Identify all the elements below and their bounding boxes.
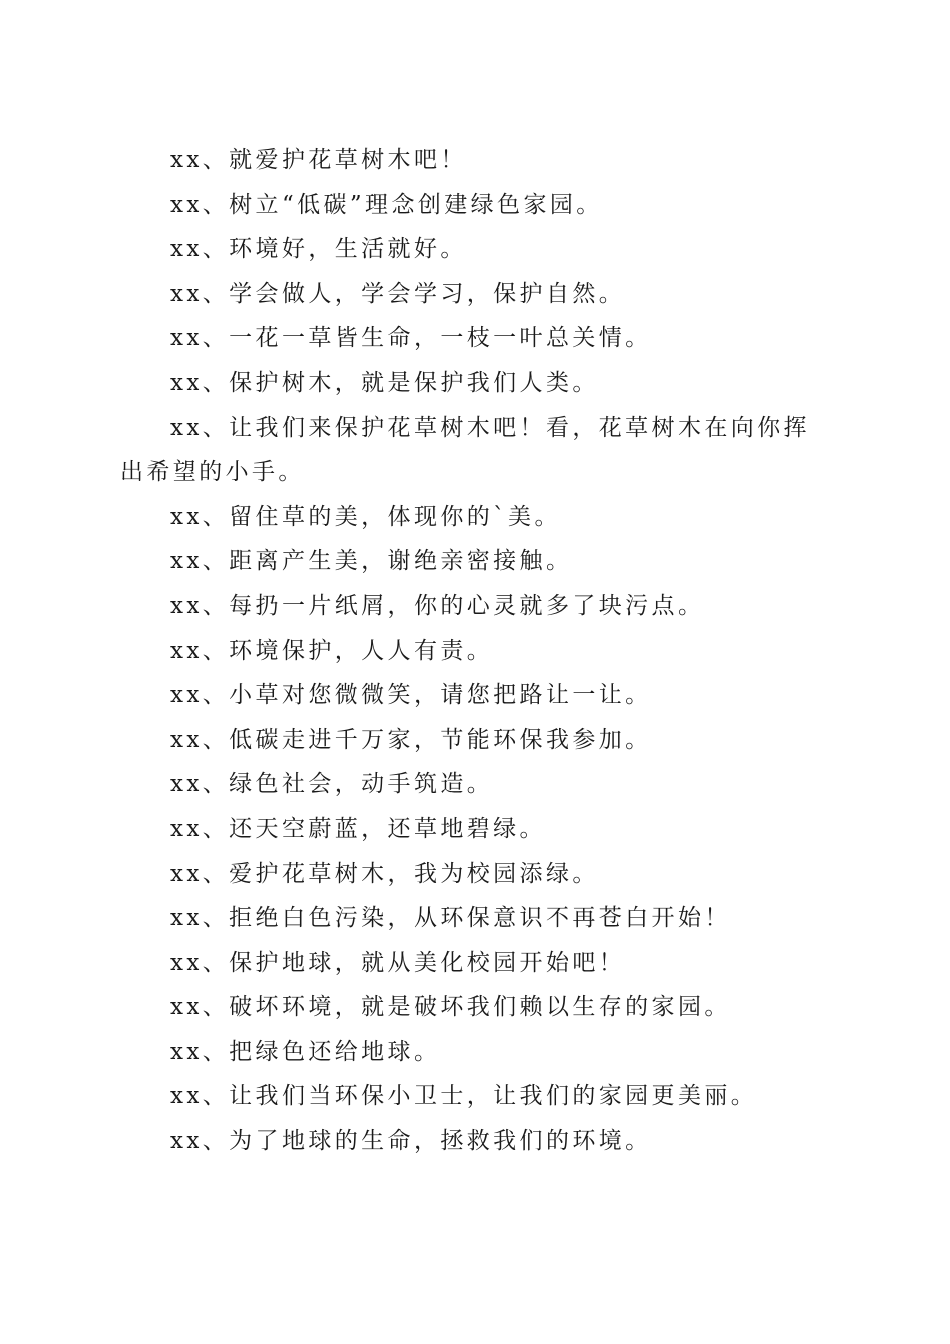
slogan-item: xx、距离产生美，谢绝亲密接触。 <box>170 548 573 575</box>
slogan-item: xx、保护地球，就从美化校园开始吧！ <box>170 949 626 976</box>
slogan-item: xx、让我们来保护花草树木吧！看，花草树木在向你挥出希望的小手。 <box>120 414 810 486</box>
slogan-item: xx、让我们当环保小卫士，让我们的家园更美丽。 <box>170 1083 758 1110</box>
slogan-item: xx、一花一草皆生命，一枝一叶总关情。 <box>170 325 652 352</box>
slogan-item: xx、低碳走进千万家，节能环保我参加。 <box>170 726 652 753</box>
slogan-item: xx、为了地球的生命，拯救我们的环境。 <box>170 1128 652 1155</box>
slogan-item: xx、环境保护，人人有责。 <box>170 637 494 664</box>
document-page <box>120 138 830 1164</box>
slogan-item: xx、爱护花草树木，我为校园添绿。 <box>170 860 599 887</box>
slogan-item: xx、还天空蔚蓝，还草地碧绿。 <box>170 815 546 842</box>
slogan-item: xx、小草对您微微笑，请您把路让一让。 <box>170 682 652 709</box>
slogan-item: xx、树立“低碳”理念创建绿色家园。 <box>170 191 603 218</box>
slogan-item: xx、就爱护花草树木吧！ <box>170 147 467 173</box>
slogan-item: xx、把绿色还给地球。 <box>170 1038 441 1065</box>
slogan-item: xx、学会做人，学会学习，保护自然。 <box>170 280 626 307</box>
slogan-item: xx、留住草的美，体现你的`美。 <box>170 503 561 530</box>
slogan-item: xx、拒绝白色污染，从环保意识不再苍白开始！ <box>170 905 731 932</box>
slogan-item: xx、绿色社会，动手筑造。 <box>170 771 494 798</box>
slogan-item: xx、保护树木，就是保护我们人类。 <box>170 369 599 396</box>
slogan-item: xx、每扔一片纸屑，你的心灵就多了块污点。 <box>170 592 705 619</box>
slogan-item: xx、环境好，生活就好。 <box>170 236 467 263</box>
slogan-item: xx、破坏环境，就是破坏我们赖以生存的家园。 <box>170 994 731 1021</box>
